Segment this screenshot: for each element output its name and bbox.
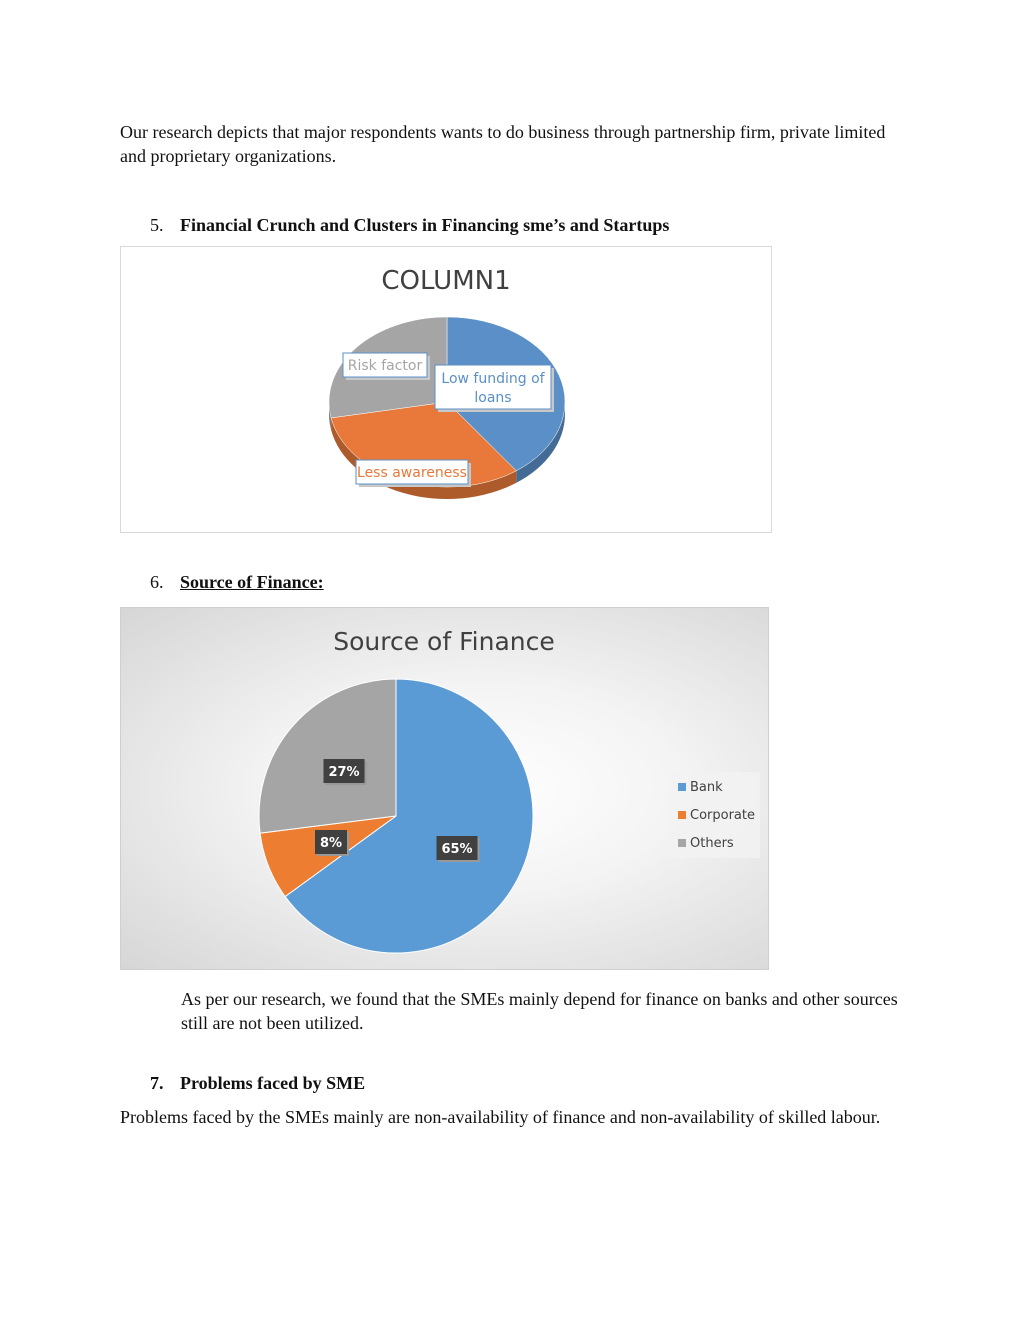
- section-7-heading: [150, 1071, 365, 1095]
- legend-swatch-bank: [678, 783, 686, 791]
- svg-text:loans: loans: [474, 390, 512, 406]
- svg-text:Risk factor: Risk factor: [347, 358, 423, 374]
- legend-label-bank: Bank: [690, 780, 723, 795]
- section-5-title: Financial Crunch and Clusters in Financing sme’s and Startups: [180, 215, 670, 235]
- chart1-data-label-2: [356, 460, 471, 487]
- section-5-number: 5.: [150, 215, 164, 235]
- chart2-legend: [670, 772, 760, 858]
- svg-text:65%: 65%: [441, 842, 473, 857]
- chart-column1: [120, 246, 772, 533]
- section-7-title: Problems faced by SME: [180, 1073, 366, 1093]
- svg-text:27%: 27%: [328, 765, 360, 780]
- legend-swatch-corporate: [678, 811, 686, 819]
- legend-label-corporate: Corporate: [690, 808, 755, 823]
- chart2-title: Source of Finance: [333, 627, 555, 656]
- chart1-data-label-1: [435, 365, 554, 412]
- section-6-number: 6.: [150, 572, 164, 592]
- legend-label-others: Others: [690, 836, 734, 851]
- intro-paragraph: Our research depicts that major respondents wants to do business through partnership firm, private limited and proprietary organizations.: [120, 122, 886, 166]
- problems-paragraph: Problems faced by the SMEs mainly are non-availability of finance and non-availability of skilled labour.: [120, 1107, 881, 1127]
- svg-text:Low funding of: Low funding of: [441, 371, 545, 387]
- chart2-data-label-others: [324, 759, 367, 785]
- chart-source-of-finance: [120, 607, 769, 970]
- chart2-slice-others: [259, 679, 396, 833]
- svg-text:Less awareness: Less awareness: [357, 465, 467, 481]
- section-6-heading: [150, 570, 324, 594]
- svg-text:8%: 8%: [319, 836, 343, 851]
- legend-swatch-others: [678, 839, 686, 847]
- finance-paragraph: As per our research, we found that the SMEs mainly depend for finance on banks and other sources still are not been utilized.: [181, 989, 898, 1033]
- chart-source-of-finance-svg: [121, 608, 768, 969]
- chart1-title: COLUMN1: [381, 266, 511, 296]
- section-5-heading: [150, 213, 669, 237]
- chart2-data-label-corporate: [315, 830, 349, 856]
- section-7-number: 7.: [150, 1073, 164, 1093]
- chart2-data-label-bank: [437, 836, 480, 862]
- section-6-title: Source of Finance:: [180, 572, 324, 592]
- chart-column1-svg: [121, 247, 771, 532]
- chart1-data-label-0: [343, 353, 430, 380]
